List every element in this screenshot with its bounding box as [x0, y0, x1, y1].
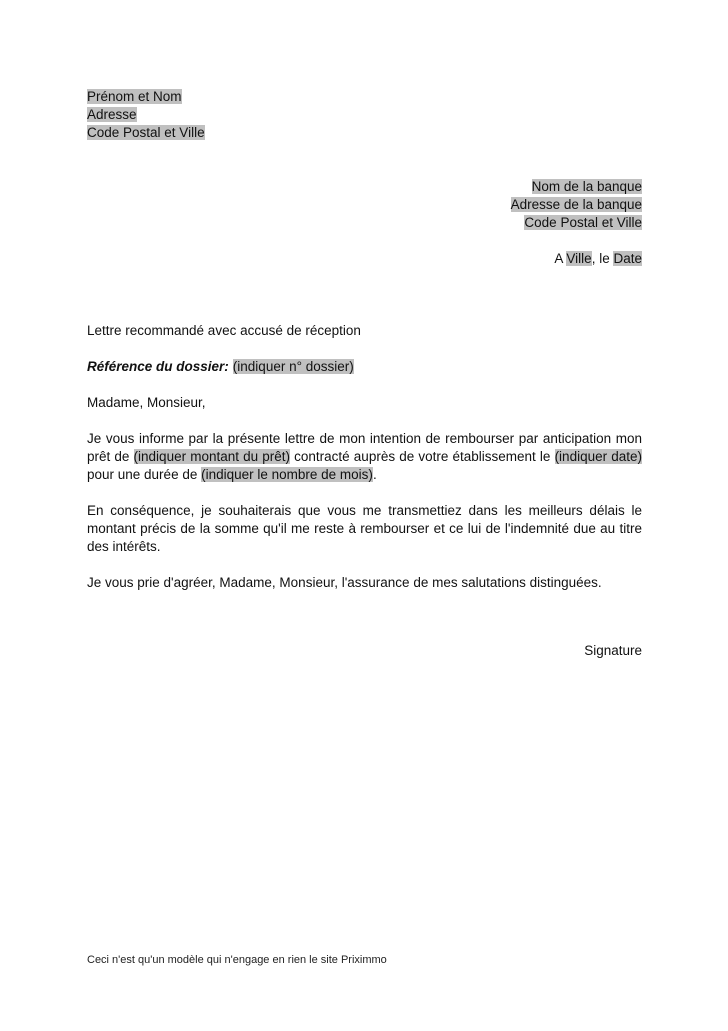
subject-line: Lettre recommandé avec accusé de réception [87, 323, 361, 338]
signature-label: Signature [584, 643, 642, 658]
sender-street-placeholder: Adresse [87, 107, 137, 122]
loan-amount-placeholder: (indiquer montant du prêt) [133, 449, 291, 464]
body-paragraph-3: Je vous prie d'agréer, Madame, Monsieur, l'assurance de mes salutations distinguées. [87, 575, 602, 590]
footer-disclaimer: Ceci n'est qu'un modèle qui n'engage en rien le site Priximmo [87, 954, 387, 966]
date-prefix: A [554, 251, 567, 266]
bank-city-placeholder: Code Postal et Ville [524, 215, 642, 230]
date-placeholder: Date [613, 251, 642, 266]
salutation: Madame, Monsieur, [87, 395, 206, 410]
body-paragraph-1 [87, 430, 642, 484]
months-count-placeholder: (indiquer le nombre de mois) [201, 467, 373, 482]
paragraph-text: Je vous informe par la présente lettre de mon intention de rembourser par anticipation mon prêt de [87, 431, 642, 464]
paragraph-text: contracté auprès de votre établissement le [290, 449, 555, 464]
reference-label: Référence du dossier: [87, 359, 229, 374]
date-line [87, 250, 642, 268]
sender-name-placeholder: Prénom et Nom [87, 89, 182, 104]
sender-line [87, 88, 642, 106]
recipient-line [87, 178, 642, 196]
contract-date-placeholder: (indiquer date) [554, 449, 642, 464]
recipient-line [87, 196, 642, 214]
reference-number-placeholder: (indiquer n° dossier) [232, 359, 354, 374]
paragraph-text: pour une durée de [87, 467, 202, 482]
recipient-line [87, 214, 642, 232]
sender-city-placeholder: Code Postal et Ville [87, 125, 205, 140]
sender-line [87, 124, 642, 142]
body-paragraph-2: En conséquence, je souhaiterais que vous me transmettiez dans les meilleurs délais le montant précis de la somme qu'il me reste à rembourser et ce lui de l'indemnité due au titre des intérêts. [87, 503, 642, 554]
letter-content [87, 0, 642, 660]
date-middle: , le [591, 251, 614, 266]
reference-line [87, 358, 642, 376]
paragraph-text: . [372, 467, 377, 482]
bank-street-placeholder: Adresse de la banque [510, 197, 642, 212]
recipient-address-block [87, 178, 642, 232]
sender-address-block [87, 88, 642, 142]
sender-line [87, 106, 642, 124]
bank-name-placeholder: Nom de la banque [531, 179, 642, 194]
city-placeholder: Ville [566, 251, 592, 266]
